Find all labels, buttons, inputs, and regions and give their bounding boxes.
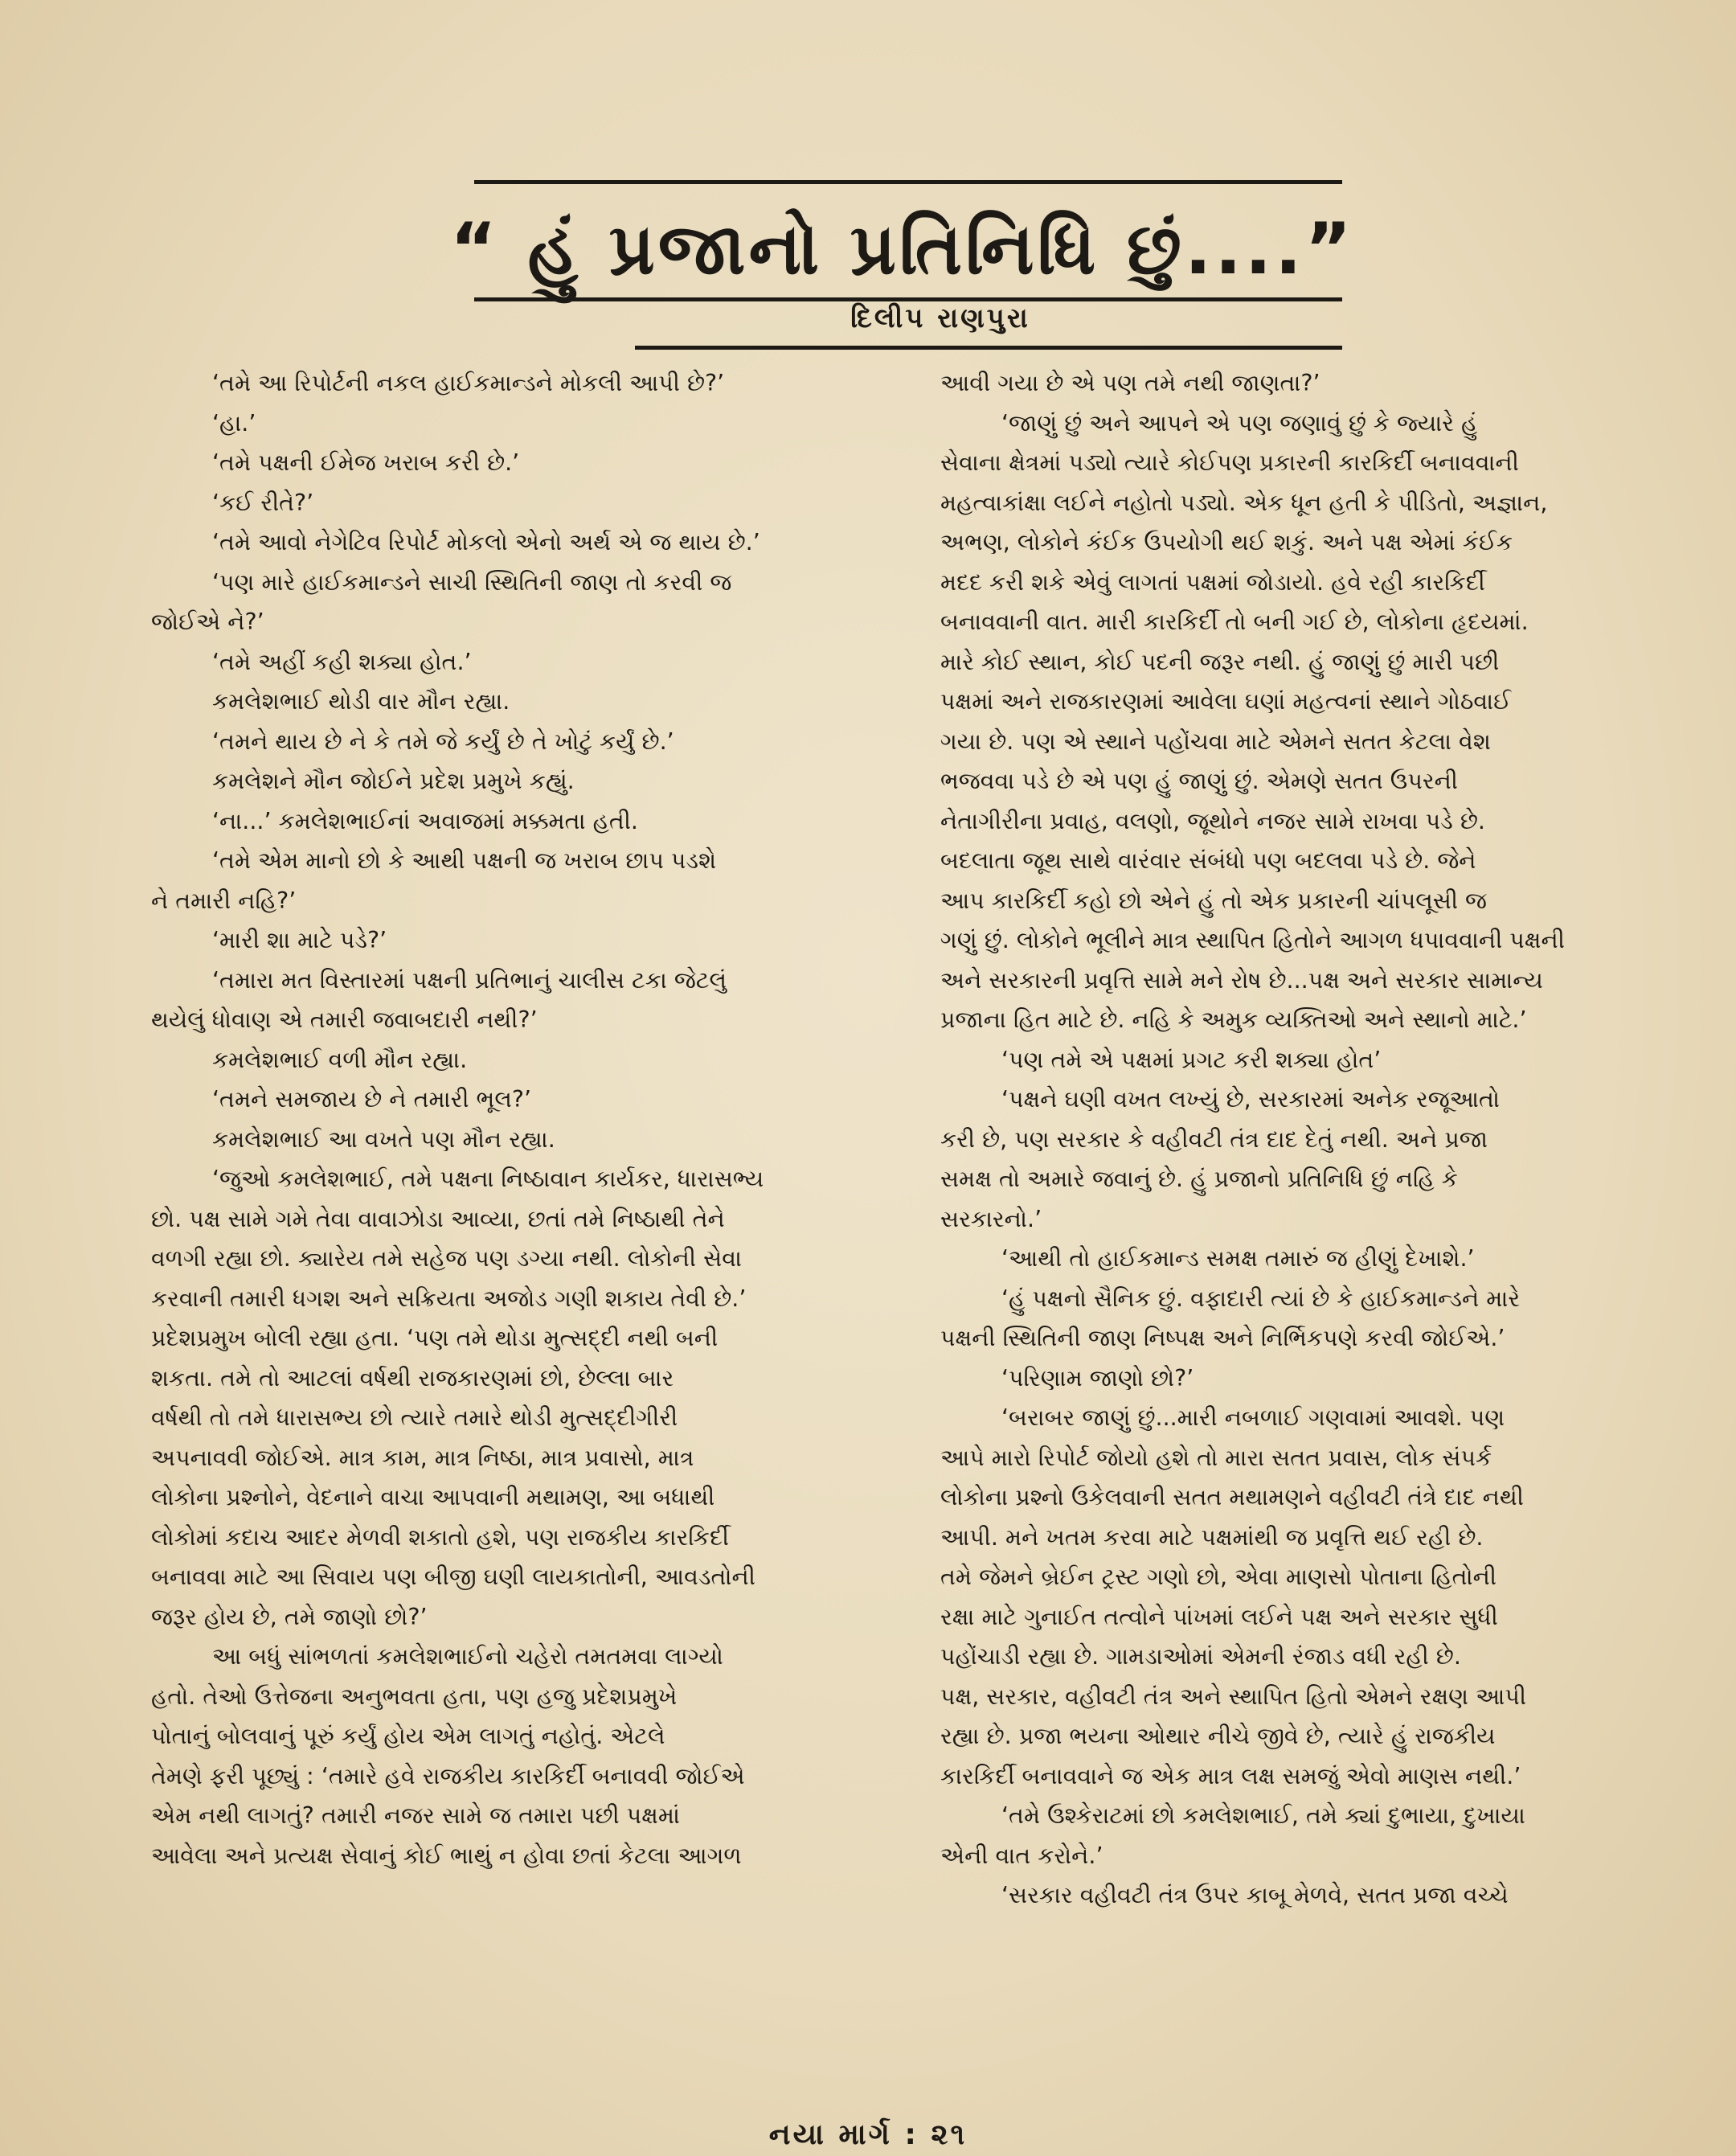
- text-line: ને તમારી નહિ?’: [151, 887, 297, 914]
- text-line: શકતા. તમે તો આટલાં વર્ષથી રાજકારણમાં છો, છેલ્લા બાર: [151, 1364, 674, 1392]
- text-line: ‘પણ તમે એ પક્ષમાં પ્રગટ કરી શક્યા હોત’: [1001, 1046, 1382, 1073]
- text-line: મારે કોઈ સ્થાન, કોઈ પદની જરૂર નથી. હું જાણું છું મારી પછી: [940, 648, 1500, 675]
- text-line: લોકોના પ્રશ્નો ઉકેલવાની સતત મથામણને વહીવટી તંત્રે દાદ નથી: [940, 1484, 1524, 1510]
- text-line: અભણ, લોકોને કંઈક ઉપયોગી થઈ શકું. અને પક્ષ એમાં કંઈક: [940, 529, 1513, 555]
- text-line: બનાવવા માટે આ સિવાય પણ બીજી ઘણી લાયકાતોની, આવડતોની: [151, 1564, 755, 1590]
- text-line: આપે મારો રિપોર્ટ જોયો હશે તો મારા સતત પ્રવાસ, લોક સંપર્ક: [940, 1444, 1492, 1471]
- text-line: ‘પણ મારે હાઈકમાન્ડને સાચી સ્થિતિની જાણ તો કરવી જ: [212, 568, 732, 596]
- text-line: એમ નથી લાગતું? તમારી નજર સામે જ તમારા પછી પક્ષમાં: [151, 1802, 680, 1829]
- text-line: પક્ષમાં અને રાજકારણમાં આવેલા ઘણાં મહત્વનાં સ્થાને ગોઠવાઈ: [940, 688, 1512, 715]
- text-line: સમક્ષ તો અમારે જવાનું છે. હું પ્રજાનો પ્રતિનિધિ છું નહિ કે: [940, 1166, 1458, 1192]
- text-line: બનાવવાની વાત. મારી કારકિર્દી તો બની ગઈ છે, લોકોના હૃદયમાં.: [940, 609, 1529, 635]
- article-title: “ હું પ્રજાનો પ્રતિનિધિ છું....”: [450, 207, 1355, 290]
- text-line: પ્રદેશપ્રમુખ બોલી રહ્યા હતા. ‘પણ તમે થોડા મુત્સદ્દી નથી બની: [151, 1325, 719, 1351]
- title-bottom-rule: [474, 297, 1342, 301]
- text-line: ‘તમે ઉશ્કેરાટમાં છો કમલેશભાઈ, તમે ક્યાં દુભાયા, દુખાયા: [1001, 1802, 1525, 1829]
- article-author: દિલીપ રાણપુરા: [850, 302, 1030, 334]
- text-line: કરવાની તમારી ધગશ અને સક્રિયતા અજોડ ગણી શકાય તેવી છે.’: [151, 1285, 747, 1312]
- text-line: ‘હું પક્ષનો સૈનિક છું. વફાદારી ત્યાં છે કે હાઈકમાન્ડને મારે: [1001, 1285, 1521, 1312]
- text-line: ‘સરકાર વહીવટી તંત્ર ઉપર કાબૂ મેળવે, સતત પ્રજા વચ્ચે: [1001, 1882, 1509, 1908]
- text-line: બદલાતા જૂથ સાથે વારંવાર સંબંધો પણ બદલવા પડે છે. જેને: [940, 847, 1476, 874]
- text-line: મદદ કરી શકે એવું લાગતાં પક્ષમાં જોડાયો. હવે રહી કારકિર્દી: [940, 568, 1485, 596]
- text-line: ‘તમે આવો નેગેટિવ રિપોર્ટ મોકલો એનો અર્થ એ જ થાય છે.’: [212, 529, 760, 555]
- text-line: આપ કારકિર્દી કહો છો એને હું તો એક પ્રકારની ચાંપલૂસી જ: [940, 887, 1488, 914]
- author-bottom-rule: [635, 346, 1342, 350]
- text-line: જોઈએ ને?’: [151, 609, 264, 635]
- text-line: કારકિર્દી બનાવવાને જ એક માત્ર લક્ષ સમજું એવો માણસ નથી.’: [940, 1762, 1521, 1789]
- text-line: પોતાનું બોલવાનું પૂરું કર્યું હોય એમ લાગતું નહોતું. એટલે: [151, 1723, 665, 1749]
- text-line: પક્ષ, સરકાર, વહીવટી તંત્ર અને સ્થાપિત હિતો એમને રક્ષણ આપી: [940, 1683, 1526, 1710]
- text-line: આવી ગયા છે એ પણ તમે નથી જાણતા?’: [940, 370, 1320, 396]
- text-line: કરી છે, પણ સરકાર કે વહીવટી તંત્ર દાદ દેતું નથી. અને પ્રજા: [940, 1125, 1488, 1153]
- text-line: ‘તમે આ રિપોર્ટની નકલ હાઈકમાન્ડને મોકલી આપી છે?’: [212, 370, 725, 396]
- text-line: હતો. તેઓ ઉત્તેજના અનુભવતા હતા, પણ હજુ પ્રદેશપ્રમુખે: [151, 1683, 678, 1710]
- text-line: કમલેશને મૌન જોઈને પ્રદેશ પ્રમુખે કહ્યું.: [212, 768, 575, 794]
- text-line: ‘જુઓ કમલેશભાઈ, તમે પક્ષના નિષ્ઠાવાન કાર્યકર, ધારાસભ્ય: [212, 1166, 764, 1192]
- text-line: મહત્વાકાંક્ષા લઈને નહોતો પડ્યો. એક ધૂન હતી કે પીડિતો, અજ્ઞાન,: [940, 489, 1548, 516]
- text-line: અને સરકારની પ્રવૃત્તિ સામે મને રોષ છે...પક્ષ અને સરકાર સામાન્ય: [940, 966, 1543, 994]
- text-line: ‘આથી તો હાઈકમાન્ડ સમક્ષ તમારું જ હીણું દેખાશે.’: [1001, 1245, 1475, 1272]
- text-line: વર્ષથી તો તમે ધારાસભ્ય છો ત્યારે તમારે થોડી મુત્સદ્દીગીરી: [151, 1404, 678, 1431]
- text-line: રક્ષા માટે ગુનાઈત તત્વોને પાંખમાં લઈને પક્ષ અને સરકાર સુધી: [940, 1603, 1498, 1630]
- text-line: ભજવવા પડે છે એ પણ હું જાણું છું. એમણે સતત ઉપરની: [940, 768, 1458, 794]
- text-line: કમલેશભાઈ થોડી વાર મૌન રહ્યા.: [212, 688, 510, 715]
- page-footer: નયા માર્ગ : ૨૧: [768, 2118, 968, 2151]
- text-line: તેમણે ફરી પૂછ્યું : ‘તમારે હવે રાજકીય કારકિર્દી બનાવવી જોઈએ: [151, 1762, 745, 1789]
- text-line: આપી. મને ખતમ કરવા માટે પક્ષમાંથી જ પ્રવૃત્તિ થઈ રહી છે.: [940, 1523, 1484, 1551]
- text-line: ‘તમે પક્ષની ઈમેજ ખરાબ કરી છે.’: [212, 449, 520, 476]
- text-line: સરકારનો.’: [940, 1205, 1042, 1232]
- text-line: પ્રજાના હિત માટે છે. નહિ કે અમુક વ્યક્તિઓ અને સ્થાનો માટે.’: [940, 1006, 1527, 1033]
- text-line: ‘પક્ષને ઘણી વખત લખ્યું છે, સરકારમાં અનેક રજૂઆતો: [1001, 1086, 1501, 1113]
- text-line: ‘તમે અહીં કહી શક્યા હોત.’: [212, 648, 472, 675]
- text-line: ‘ના...’ કમલેશભાઈનાં અવાજમાં મક્કમતા હતી.: [212, 807, 638, 834]
- text-line: તમે જેમને બ્રેઈન ટ્રસ્ટ ગણો છો, એવા માણસો પોતાના હિતોની: [940, 1564, 1497, 1590]
- text-line: લોકોમાં કદાચ આદર મેળવી શકાતો હશે, પણ રાજકીય કારકિર્દી: [151, 1523, 730, 1551]
- left-column: [151, 363, 899, 1875]
- text-line: આવેલા અને પ્રત્યક્ષ સેવાનું કોઈ ભાથું ન હોવા છતાં કેટલા આગળ: [151, 1842, 742, 1869]
- text-line: એની વાત કરોને.’: [940, 1842, 1103, 1869]
- text-line: નેતાગીરીના પ્રવાહ, વલણો, જૂથોને નજર સામે રાખવા પડે છે.: [940, 807, 1485, 834]
- text-line: વળગી રહ્યા છો. ક્યારેય તમે સહેજ પણ ડગ્યા નથી. લોકોની સેવા: [151, 1245, 742, 1272]
- text-line: ‘કઈ રીતે?’: [212, 489, 314, 516]
- text-line: ‘હા.’: [212, 409, 256, 437]
- text-line: થયેલું ધોવાણ એ તમારી જવાબદારી નથી?’: [151, 1006, 538, 1033]
- text-line: છો. પક્ષ સામે ગમે તેવા વાવાઝોડા આવ્યા, છતાં તમે નિષ્ઠાથી તેને: [151, 1205, 725, 1232]
- text-line: કમલેશભાઈ વળી મૌન રહ્યા.: [212, 1046, 468, 1073]
- text-line: ગણું છું. લોકોને ભૂલીને માત્ર સ્થાપિત હિતોને આગળ ધપાવવાની પક્ષની: [940, 927, 1565, 953]
- text-line: આ બધું સાંભળતાં કમલેશભાઈનો ચહેરો તમતમવા લાગ્યો: [212, 1643, 723, 1670]
- text-line: સેવાના ક્ષેત્રમાં પડ્યો ત્યારે કોઈપણ પ્રકારની કારકિર્દી બનાવવાની: [940, 449, 1519, 476]
- text-line: ‘તમારા મત વિસ્તારમાં પક્ષની પ્રતિભાનું ચાલીસ ટકા જેટલું: [212, 966, 727, 994]
- title-top-rule: [474, 180, 1342, 184]
- text-line: જરૂર હોય છે, તમે જાણો છો?’: [151, 1603, 428, 1630]
- text-line: ‘પરિણામ જાણો છો?’: [1001, 1364, 1194, 1392]
- text-line: કમલેશભાઈ આ વખતે પણ મૌન રહ્યા.: [212, 1125, 555, 1153]
- text-line: ‘બરાબર જાણું છું...મારી નબળાઈ ગણવામાં આવશે. પણ: [1001, 1404, 1505, 1431]
- text-line: રહ્યા છે. પ્રજા ભયના ઓથાર નીચે જીવે છે, ત્યારે હું રાજકીય: [940, 1723, 1496, 1749]
- text-line: ‘મારી શા માટે પડે?’: [212, 927, 387, 953]
- right-column: [940, 363, 1688, 1916]
- text-line: પક્ષની સ્થિતિની જાણ નિષ્પક્ષ અને નિર્ભિકપણે કરવી જોઈએ.’: [940, 1325, 1505, 1351]
- text-line: ‘તમે એમ માનો છો કે આથી પક્ષની જ ખરાબ છાપ પડશે: [212, 847, 717, 874]
- text-line: ‘તમને થાય છે ને કે તમે જે કર્યું છે તે ખોટું કર્યું છે.’: [212, 728, 674, 755]
- text-line: અપનાવવી જોઈએ. માત્ર કામ, માત્ર નિષ્ઠા, માત્ર પ્રવાસો, માત્ર: [151, 1444, 694, 1471]
- text-line: ગયા છે. પણ એ સ્થાને પહોંચવા માટે એમને સતત કેટલા વેશ: [940, 728, 1491, 755]
- text-line: લોકોના પ્રશ્નોને, વેદનાને વાચા આપવાની મથામણ, આ બધાથી: [151, 1484, 715, 1510]
- text-line: ‘તમને સમજાય છે ને તમારી ભૂલ?’: [212, 1086, 532, 1113]
- text-line: ‘જાણું છું અને આપને એ પણ જણાવું છું કે જ્યારે હું: [1001, 409, 1478, 437]
- text-line: પહોંચાડી રહ્યા છે. ગામડાઓમાં એમની રંજાડ વધી રહી છે.: [940, 1643, 1461, 1670]
